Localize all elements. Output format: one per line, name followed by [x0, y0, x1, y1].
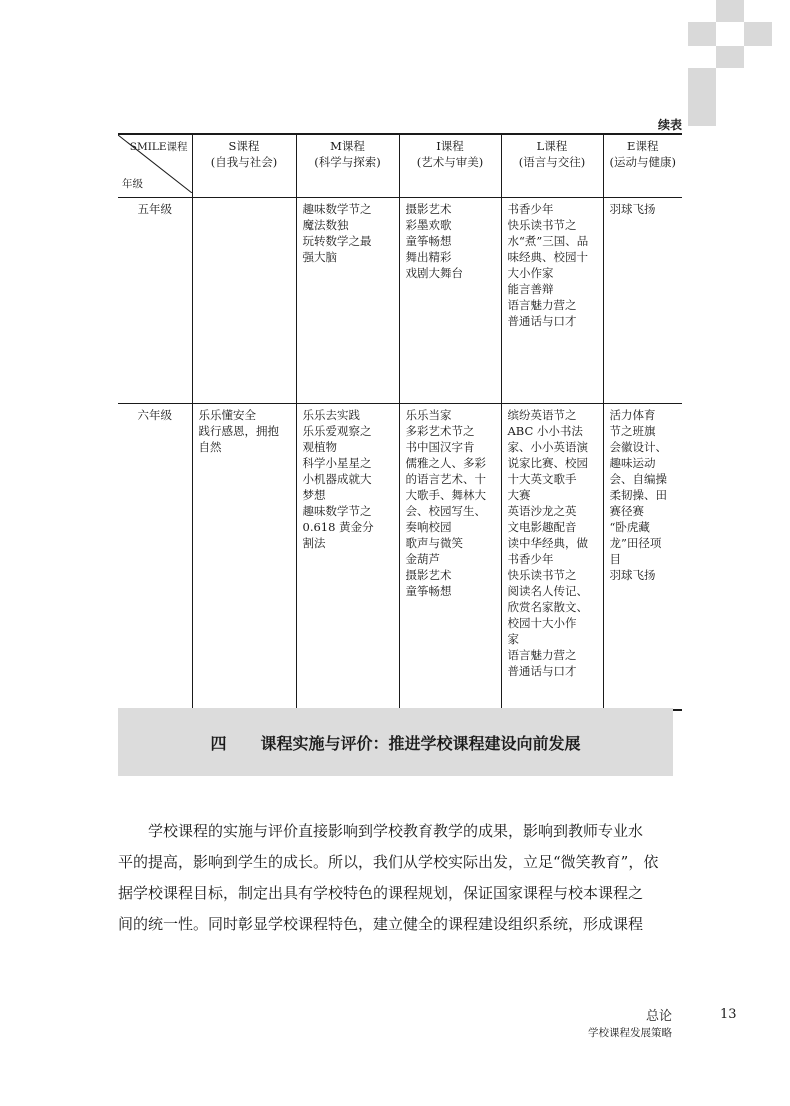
corner-decoration-square — [744, 22, 772, 46]
course-line: 践行感恩，拥抱 — [198, 424, 279, 438]
grade-cell: 六年级 — [118, 404, 192, 710]
course-line: 目 — [609, 552, 621, 566]
course-cell-i — [399, 198, 501, 404]
course-line: 羽球飞扬 — [609, 202, 656, 216]
course-cell-e — [603, 404, 682, 710]
course-line: 小机器成就大 — [302, 472, 372, 486]
course-line: 戏剧大舞台 — [405, 266, 463, 280]
course-line: 家、小小英语演 — [507, 440, 588, 454]
course-line: 读中华经典，做 — [507, 536, 588, 550]
course-line: 舞出精彩 — [405, 250, 452, 264]
table-row — [118, 404, 682, 710]
column-header-e — [603, 134, 682, 198]
column-desc: (语言与交往) — [518, 155, 586, 169]
course-line: 玩转数学之最 — [302, 234, 372, 248]
course-cell-i — [399, 404, 501, 710]
course-line: 会徽设计、 — [609, 440, 667, 454]
section-number: 四 — [210, 733, 227, 753]
column-header-s — [192, 134, 296, 198]
course-line: 大小作家 — [507, 266, 554, 280]
course-line: 0.618 黄金分 — [302, 520, 374, 534]
course-line: 歌声与微笑 — [405, 536, 463, 550]
paragraph-line: 据学校课程目标，制定出具有学校特色的课程规划，保证国家课程与校本课程之 — [118, 884, 644, 902]
course-line: 乐乐去实践 — [302, 408, 360, 422]
course-line: ABC 小小书法 — [507, 424, 583, 438]
course-line: 语言魅力营之 — [507, 648, 577, 662]
course-cell-e — [603, 198, 682, 404]
column-desc: (自我与社会) — [210, 155, 278, 169]
course-cell-s — [192, 198, 296, 404]
continued-label: 续表 — [657, 118, 682, 132]
course-line: 儒雅之人、多彩 — [405, 456, 486, 470]
course-line: 活力体育 — [609, 408, 656, 422]
course-line: 科学小星星之 — [302, 456, 372, 470]
column-desc: (艺术与审美) — [416, 155, 484, 169]
course-line: 英语沙龙之英 — [507, 504, 577, 518]
course-line: 书香少年 — [507, 202, 554, 216]
column-header-m — [296, 134, 399, 198]
paragraph-line: 学校课程的实施与评价直接影响到学校教育教学的成果，影响到教师专业水 — [148, 822, 644, 840]
course-cell-m — [296, 198, 399, 404]
course-line: 乐乐当家 — [405, 408, 452, 422]
course-line: 缤纷英语节之 — [507, 408, 577, 422]
course-line: 阅读名人传记、 — [507, 584, 588, 598]
course-line: 书香少年 — [507, 552, 554, 566]
course-cell-l — [501, 198, 603, 404]
course-line: 的语言艺术、十 — [405, 472, 486, 486]
course-line: 趣味数学节之 — [302, 504, 372, 518]
table-row — [118, 198, 682, 404]
course-cell-l — [501, 404, 603, 710]
course-line: 能言善辩 — [507, 282, 554, 296]
course-line: 摄影艺术 — [405, 568, 452, 582]
course-line: 彩墨欢歌 — [405, 218, 452, 232]
course-line: 柔韧操、田 — [609, 488, 667, 502]
course-line: 摄影艺术 — [405, 202, 452, 216]
course-line: 校园十大小作 — [507, 616, 577, 630]
course-line: 十大英文歌手 — [507, 472, 577, 486]
course-line: 语言魅力营之 — [507, 298, 577, 312]
course-line: 羽球飞扬 — [609, 568, 656, 582]
course-line: 赛径赛 — [609, 504, 644, 518]
section-title: 课程实施与评价：推进学校课程建设向前发展 — [260, 733, 581, 753]
course-cell-m — [296, 404, 399, 710]
course-line: 快乐读书节之 — [507, 568, 577, 582]
table-header-row — [118, 134, 682, 198]
course-line: 奏响校园 — [405, 520, 452, 534]
course-line: 魔法数独 — [302, 218, 349, 232]
corner-decoration-square — [688, 22, 716, 46]
course-line: 快乐读书节之 — [507, 218, 577, 232]
footer-title: 总论 — [645, 1009, 672, 1024]
course-line: 文电影趣配音 — [507, 520, 577, 534]
course-cell-s — [192, 404, 296, 710]
column-header-i — [399, 134, 501, 198]
paragraph-line: 间的统一性。同时彰显学校课程特色，建立健全的课程建设组织系统，形成课程 — [118, 915, 644, 933]
course-line: 强大脑 — [302, 250, 337, 264]
course-line: 普通话与口才 — [507, 664, 577, 678]
body-paragraph — [118, 816, 674, 940]
course-line: 梦想 — [302, 488, 326, 502]
column-code: M课程 — [330, 139, 365, 153]
course-line: 童筝畅想 — [405, 234, 452, 248]
course-line: 书中国汉字肯 — [405, 440, 475, 454]
corner-decoration-square — [688, 90, 716, 126]
course-line: 童筝畅想 — [405, 584, 452, 598]
column-desc: (运动与健康) — [609, 155, 676, 169]
header-corner-cell — [118, 134, 192, 198]
course-line: 说家比赛、校园 — [507, 456, 588, 470]
course-line: “卧虎藏 — [609, 520, 650, 534]
column-code: I课程 — [436, 139, 464, 153]
corner-grade-label: 年级 — [122, 178, 143, 190]
curriculum-table — [118, 133, 682, 711]
corner-decoration-square — [688, 68, 716, 90]
paragraph-line: 平的提高，影响到学生的成长。所以，我们从学校实际出发，立足“微笑教育”，依 — [118, 853, 659, 871]
column-desc: (科学与探索) — [314, 155, 381, 169]
course-line: 会、自编操 — [609, 472, 667, 486]
page-number: 13 — [720, 1007, 737, 1022]
course-line: 家 — [507, 632, 519, 646]
corner-decoration-square — [716, 46, 744, 68]
course-line: 趣味数学节之 — [302, 202, 372, 216]
course-line: 割法 — [302, 536, 326, 550]
column-header-l — [501, 134, 603, 198]
course-line: 会、校园写生、 — [405, 504, 486, 518]
course-line: 多彩艺术节之 — [405, 424, 475, 438]
course-line: 大赛 — [507, 488, 531, 502]
footer-subtitle: 学校课程发展策略 — [588, 1027, 672, 1039]
column-code: L课程 — [536, 139, 568, 153]
corner-decoration-square — [716, 0, 744, 22]
course-line: 节之班旗 — [609, 424, 656, 438]
course-line: 味经典、校园十 — [507, 250, 588, 264]
course-line: 乐乐懂安全 — [198, 408, 256, 422]
course-line: 金葫芦 — [405, 552, 440, 566]
corner-course-label: SMILE课程 — [129, 141, 188, 153]
course-line: 水“煮”三国、品 — [507, 234, 589, 248]
course-line: 趣味运动 — [609, 456, 656, 470]
column-code: E课程 — [627, 139, 659, 153]
grade-cell: 五年级 — [118, 198, 192, 404]
course-line: 大歌手、舞林大 — [405, 488, 486, 502]
course-line: 龙”田径项 — [609, 536, 662, 550]
course-line: 乐乐爱观察之 — [302, 424, 372, 438]
column-code: S课程 — [228, 139, 260, 153]
course-line: 普通话与口才 — [507, 314, 577, 328]
course-line: 欣赏名家散文、 — [507, 600, 588, 614]
course-line: 自然 — [198, 440, 222, 454]
section-heading — [118, 708, 673, 776]
course-line: 观植物 — [302, 440, 337, 454]
